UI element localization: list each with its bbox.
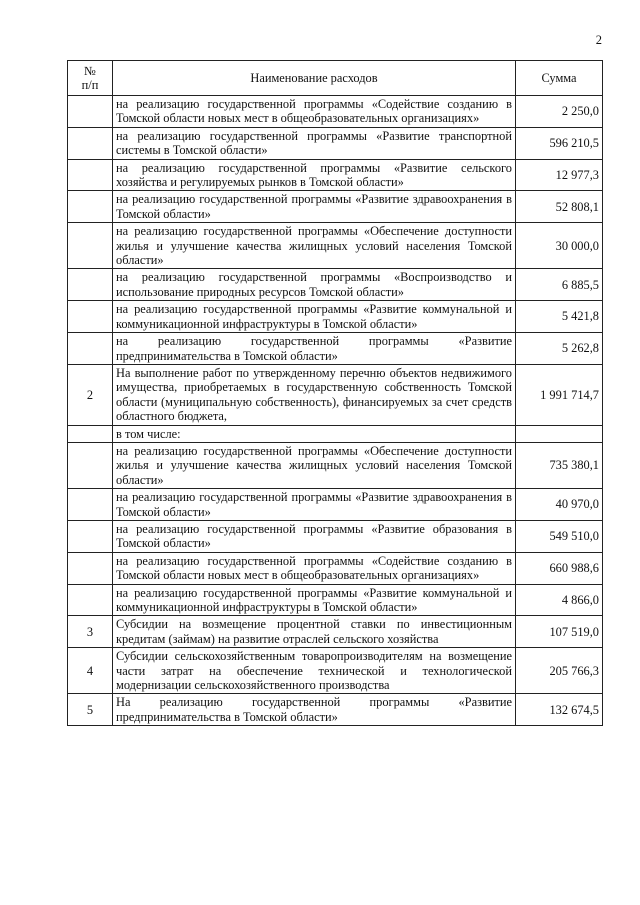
expense-name-cell: на реализацию государственной программы «Развитие транспортной системы в Томской области» [113, 127, 516, 159]
amount-cell: 596 210,5 [516, 127, 603, 159]
expense-name-cell: на реализацию государственной программы «Обеспечение доступности жилья и улучшение качества жилищных условий населения Томской области» [113, 223, 516, 269]
table-header-row [68, 61, 603, 96]
row-number-cell [68, 425, 113, 442]
expenses-table [67, 60, 603, 726]
table-row [68, 333, 603, 365]
amount-cell: 5 421,8 [516, 301, 603, 333]
row-number-cell [68, 127, 113, 159]
amount-cell: 4 866,0 [516, 584, 603, 616]
amount-cell: 52 808,1 [516, 191, 603, 223]
table-row [68, 301, 603, 333]
row-number-cell [68, 552, 113, 584]
table-row [68, 694, 603, 726]
row-number-cell [68, 333, 113, 365]
row-number-cell: 4 [68, 648, 113, 694]
expense-name-cell: на реализацию государственной программы «Развитие предпринимательства в Томской области» [113, 333, 516, 365]
row-number-cell [68, 301, 113, 333]
row-number-cell [68, 442, 113, 488]
amount-cell: 107 519,0 [516, 616, 603, 648]
table-body [68, 96, 603, 726]
amount-cell: 12 977,3 [516, 159, 603, 191]
row-number-cell [68, 96, 113, 128]
expense-name-cell: на реализацию государственной программы «Развитие коммунальной и коммуникационной инфраструктуры в Томской области» [113, 584, 516, 616]
row-number-cell: 2 [68, 364, 113, 425]
amount-cell: 132 674,5 [516, 694, 603, 726]
row-number-cell [68, 584, 113, 616]
expense-name-cell: Субсидии сельскохозяйственным товаропроизводителям на возмещение части затрат на обеспечение технической и технологической модернизации сельскохозяйственного производства [113, 648, 516, 694]
expense-name-cell: на реализацию государственной программы «Развитие коммунальной и коммуникационной инфраструктуры в Томской области» [113, 301, 516, 333]
table-row [68, 127, 603, 159]
amount-cell: 205 766,3 [516, 648, 603, 694]
table-row [68, 489, 603, 521]
row-number-cell [68, 191, 113, 223]
table-row [68, 584, 603, 616]
expense-name-cell: на реализацию государственной программы «Содействие созданию в Томской области новых мест в общеобразовательных организациях» [113, 96, 516, 128]
table-row [68, 648, 603, 694]
expense-name-cell: Субсидии на возмещение процентной ставки по инвестиционным кредитам (займам) на развитие отраслей сельского хозяйства [113, 616, 516, 648]
expense-name-cell: на реализацию государственной программы «Развитие здравоохранения в Томской области» [113, 489, 516, 521]
expense-name-cell: На реализацию государственной программы «Развитие предпринимательства в Томской области» [113, 694, 516, 726]
amount-cell: 549 510,0 [516, 520, 603, 552]
row-number-cell: 5 [68, 694, 113, 726]
amount-cell: 40 970,0 [516, 489, 603, 521]
amount-cell: 6 885,5 [516, 269, 603, 301]
amount-cell: 5 262,8 [516, 333, 603, 365]
header-number: № п/п [68, 61, 113, 96]
page-number: 2 [595, 33, 602, 47]
expense-name-cell: на реализацию государственной программы «Развитие здравоохранения в Томской области» [113, 191, 516, 223]
amount-cell: 2 250,0 [516, 96, 603, 128]
header-expense-name: Наименование расходов [113, 61, 516, 96]
table-row [68, 96, 603, 128]
table-row [68, 191, 603, 223]
row-number-cell [68, 269, 113, 301]
row-number-cell [68, 223, 113, 269]
expense-name-cell: на реализацию государственной программы «Воспроизводство и использование природных ресурсов Томской области» [113, 269, 516, 301]
amount-cell: 1 991 714,7 [516, 364, 603, 425]
row-number-cell [68, 489, 113, 521]
table-row [68, 552, 603, 584]
table-row [68, 616, 603, 648]
table-row [68, 425, 603, 442]
expense-name-cell: на реализацию государственной программы «Развитие образования в Томской области» [113, 520, 516, 552]
table-row [68, 442, 603, 488]
expense-name-cell: на реализацию государственной программы «Содействие созданию в Томской области новых мест в общеобразовательных организациях» [113, 552, 516, 584]
table-row [68, 520, 603, 552]
amount-cell: 735 380,1 [516, 442, 603, 488]
amount-cell: 660 988,6 [516, 552, 603, 584]
expense-name-cell: в том числе: [113, 425, 516, 442]
expense-name-cell: на реализацию государственной программы «Развитие сельского хозяйства и регулируемых рынков в Томской области» [113, 159, 516, 191]
table-row [68, 223, 603, 269]
table-row [68, 364, 603, 425]
expense-name-cell: на реализацию государственной программы «Обеспечение доступности жилья и улучшение качества жилищных условий населения Томской области» [113, 442, 516, 488]
row-number-cell [68, 520, 113, 552]
header-amount: Сумма [516, 61, 603, 96]
amount-cell: 30 000,0 [516, 223, 603, 269]
row-number-cell [68, 159, 113, 191]
expense-name-cell: На выполнение работ по утвержденному перечню объектов недвижимого имущества, приобретаемых в государственную собственность Томской области (муниципальную собственность), финансируемых за счет средств областного бюджета, [113, 364, 516, 425]
table-row [68, 159, 603, 191]
amount-cell [516, 425, 603, 442]
row-number-cell: 3 [68, 616, 113, 648]
table-row [68, 269, 603, 301]
